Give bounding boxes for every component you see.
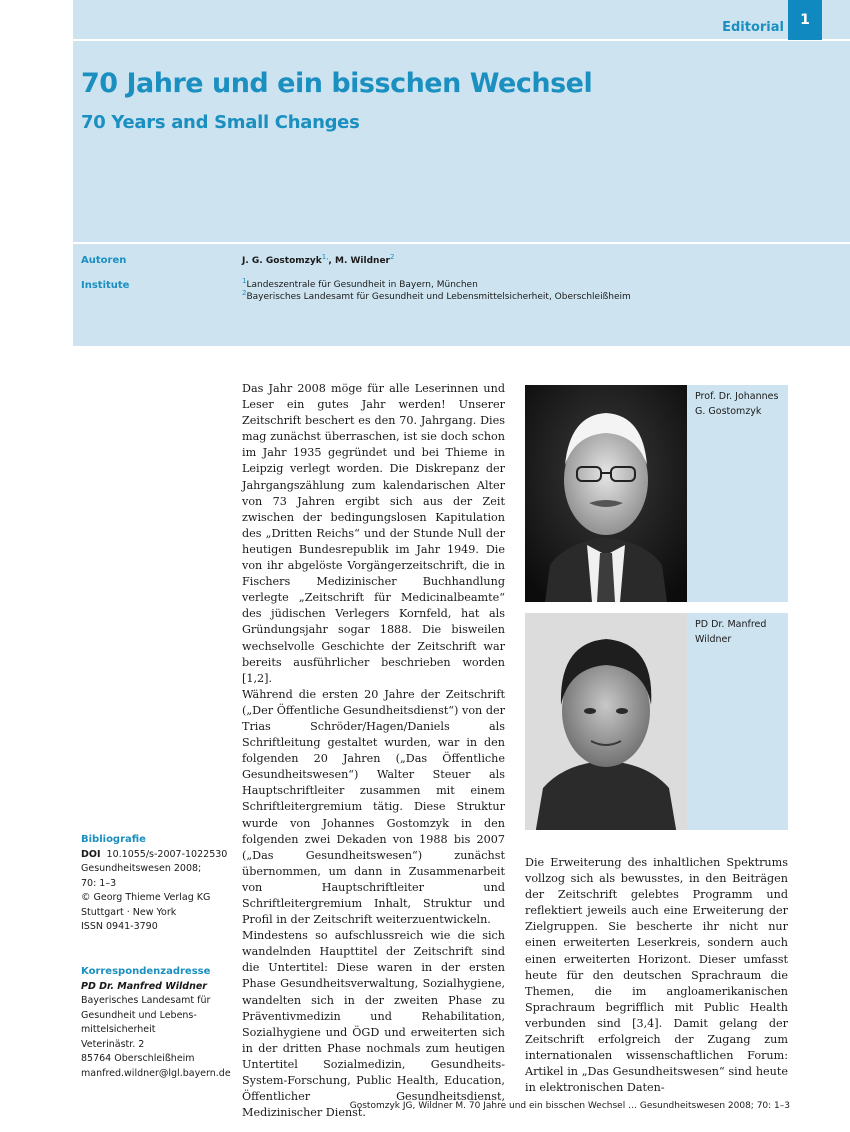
body-column-left xyxy=(242,381,505,1121)
author-separator: , xyxy=(328,256,335,266)
address-line: Gesundheit und Lebens- xyxy=(81,1009,197,1021)
bibliography-line: Gesundheitswesen 2008; xyxy=(81,863,202,874)
author-1: J. G. Gostomzyk xyxy=(242,256,322,266)
correspondence-block xyxy=(81,965,231,1081)
bibliography-line: Stuttgart · New York xyxy=(81,906,177,918)
institute-1 xyxy=(242,279,631,291)
portrait-gostomzyk xyxy=(525,385,687,602)
institute-2-name: Bayerisches Landesamt für Gesundheit und Lebensmittelsicherheit, Oberschleißheim xyxy=(246,292,631,302)
page-footer-citation: Gostomzyk JG, Wildner M. 70 Jahre und ein bisschen Wechsel … Gesundheitswesen 2008; 70: 1–3 xyxy=(349,1101,790,1111)
article-subtitle: 70 Years and Small Changes xyxy=(81,112,360,133)
institutes-list xyxy=(242,279,631,303)
correspondence-name: PD Dr. Manfred Wildner xyxy=(81,980,207,992)
body-paragraph-1: Das Jahr 2008 möge für alle Leserinnen und Leser ein gutes Jahr werden! Unserer Zeitschrift beschert es den 70. Jahrgang. Dies mag zunächst überraschen, ist sie doch schon im Jahr 1935 gegründet und bei Thieme in Leipzig verlegt worden. Die Diskrepanz der Jahrgangszählung zum kalendarischen Alter von 73 Jahren ergibt sich aus der Zeit zwischen der bedingungslosen Kapitulation des „Dritten Reichs“ und der Stunde Null der heutigen Bundesrepublik im Jahr 1949. Die von ihr abgelöste Vorgängerzeitschrift, die in Fischers Medizinischer Buchhandlung verlegte „Zeitschrift für Medicinalbeamte“ des jüdischen Verlegers Kornfeld, hat als Gründungsjahr sogar 1888. Die bisweilen wechselvolle Geschichte der Zeitschrift war bereits ausführlicher beschrieben worden [1,2]. xyxy=(242,382,505,685)
photo-box-gostomzyk xyxy=(525,385,788,602)
authors-label: Autoren xyxy=(81,255,127,266)
bibliography-heading: Bibliografie xyxy=(81,834,146,845)
bibliography-block xyxy=(81,833,231,935)
address-line: mittelsicherheit xyxy=(81,1024,156,1035)
institute-1-name: Landeszentrale für Gesundheit in Bayern, München xyxy=(246,280,478,290)
authors-line xyxy=(242,255,394,267)
header-divider-bottom xyxy=(73,242,850,244)
author-2: M. Wildner xyxy=(334,256,390,266)
email-address[interactable]: manfred.wildner@lgl.bayern.de xyxy=(81,1067,231,1079)
section-label: Editorial xyxy=(722,20,784,35)
doi-line xyxy=(81,848,231,863)
photo-caption-gostomzyk: Prof. Dr. Johannes G. Gostomzyk xyxy=(695,391,779,417)
photo-caption-wildner: PD Dr. Manfred Wildner xyxy=(695,619,767,645)
page-number: 1 xyxy=(788,0,822,40)
doi-value: 10.1055/s-2007-1022530 xyxy=(106,848,228,860)
institute-1-number: 1 xyxy=(242,277,247,285)
correspondence-heading: Korrespondenzadresse xyxy=(81,966,211,977)
address-line: Veterinästr. 2 xyxy=(81,1038,145,1050)
address-line: 85764 Oberschleißheim xyxy=(81,1053,195,1064)
body-column-right xyxy=(525,855,788,1096)
bibliography-line: © Georg Thieme Verlag KG xyxy=(81,892,211,903)
portrait-wildner xyxy=(525,613,687,830)
address-line: Bayerisches Landesamt für xyxy=(81,995,211,1006)
bibliography-line: 70: 1–3 xyxy=(81,877,117,889)
institute-2-number: 2 xyxy=(242,289,247,297)
photo-box-wildner xyxy=(525,613,788,830)
bibliography-line: ISSN 0941-3790 xyxy=(81,921,158,932)
author-1-affiliation: 1, xyxy=(321,253,329,261)
doi-label: DOI xyxy=(81,848,101,860)
institutes-label: Institute xyxy=(81,280,130,291)
header-divider-top xyxy=(73,39,850,41)
author-2-affiliation: 2 xyxy=(389,253,395,261)
article-title: 70 Jahre und ein bisschen Wechsel xyxy=(81,68,593,99)
body-paragraph-4: Die Erweiterung des inhaltlichen Spektrums vollzog sich als bewusstes, in den Beiträgen der Zeitschrift gelebtes Programm und reflektiert jeweils auch eine Erweiterung der Zielgruppen. Sie bescherte ihr nicht nur einen erweiterten Leserkreis, sondern auch einen erweiterten Horizont. Dieser umfasst heute für den deutschen Sprachraum die Themen, die im angloamerikanischen Sprachraum begrifflich mit Public Health verbunden sind [3,4]. Damit gelang der Zeitschrift erfolgreich der Zugang zum internationalen wissenschaftlichen Forum: Artikel in „Das Gesundheitswesen“ sind heute in elektronischen Daten- xyxy=(525,856,788,1095)
body-paragraph-3: Mindestens so aufschlussreich wie die sich wandelnden Haupttitel der Zeitschrift sind die Untertitel: Diese waren in der ersten Phase Gesundheitsverwaltung, Sozialhygiene, wandelten sich in der zweiten Phase zu Präventivmedizin und Rehabilitation, Sozialhygiene und ÖGD und erweiterten sich in der dritten Phase nochmals zum heutigen Untertitel Sozialmedizin, Gesundheits-System-Forschung, Public Health, Education, Öffentlicher Gesundheitsdienst, Medizinischer Dienst. xyxy=(242,929,505,1120)
institute-2 xyxy=(242,291,631,303)
body-paragraph-2: Während die ersten 20 Jahre der Zeitschrift („Der Öffentliche Gesundheitsdienst“) von der Trias Schröder/Hagen/Daniels als Schriftleitung gestaltet wurden, war in den folgenden 20 Jahren („Das Öffentliche Gesundheitswesen“) Walter Steuer als Hauptschriftleiter zusammen mit einem Schriftleitergremium tätig. Diese Struktur wurde von Johannes Gostomzyk in den folgenden zwei Dekaden von 1988 bis 2007 („Das Gesundheitswesen“) zunächst übernommen, um dann in Zusammenarbeit von Hauptschriftleiter und Schriftleitergremium Inhalt, Struktur und Profil in der Zeitschrift weiterzuentwickeln. xyxy=(242,687,505,927)
